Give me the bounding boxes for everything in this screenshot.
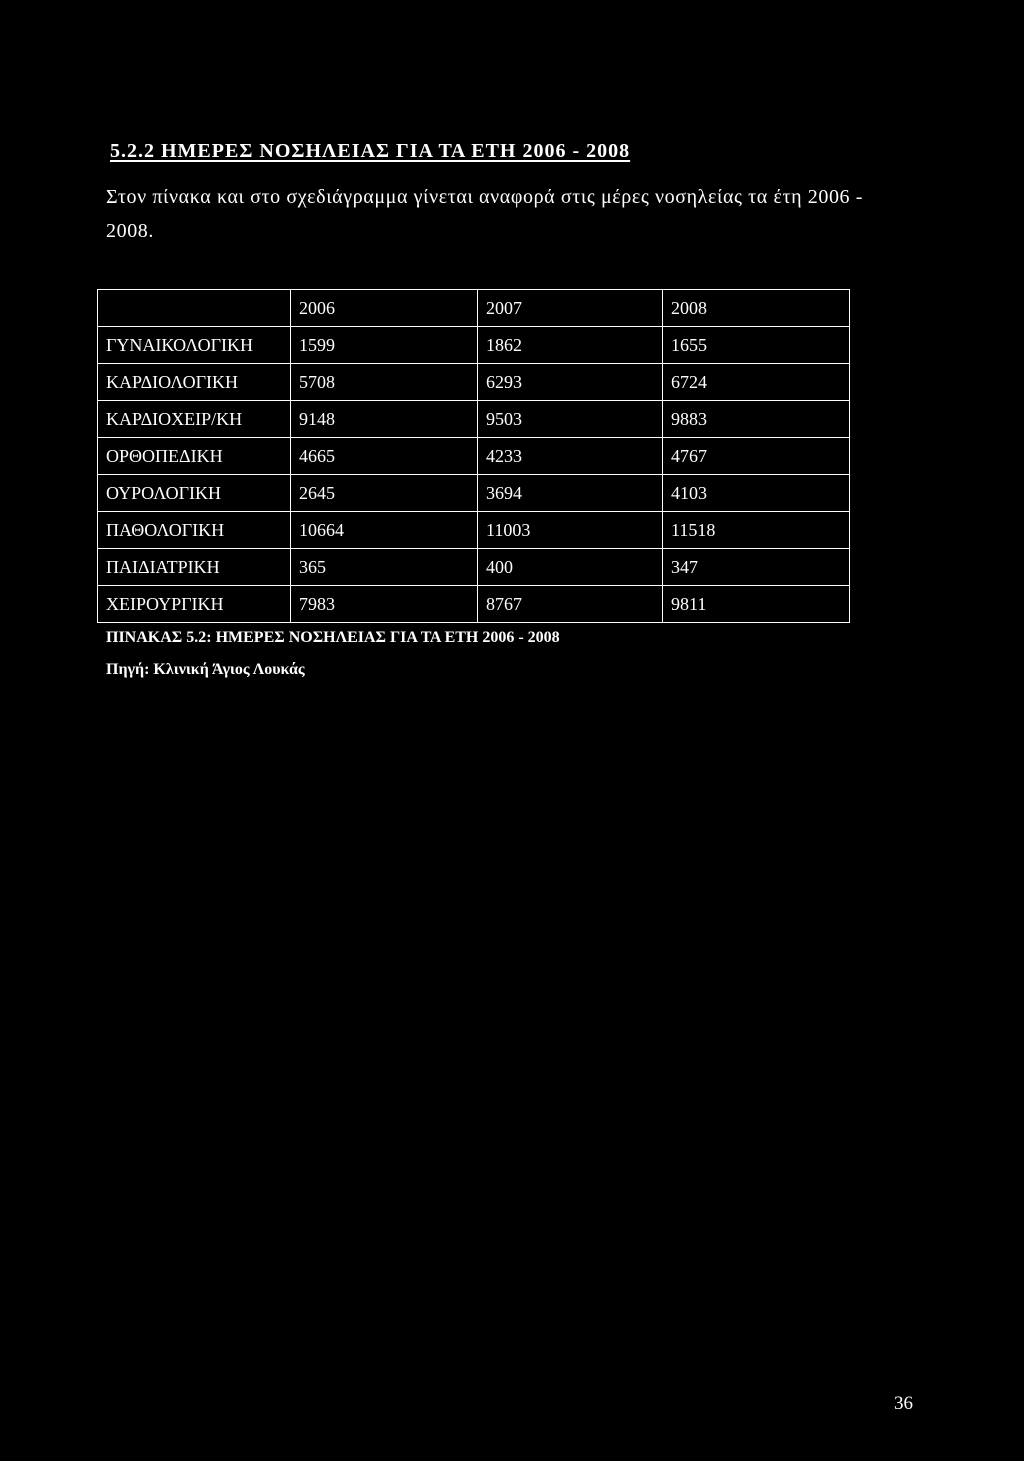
cell-value-2006: 9148 [291,401,478,438]
cell-department: ΟΡΘΟΠΕΔΙΚΗ [98,438,291,475]
intro-paragraph: Στον πίνακα και στο σχεδιάγραμμα γίνεται αναφορά στις μέρες νοσηλείας τα έτη 2006 - 2008. [106,186,864,242]
cell-value-2008: 347 [663,549,850,586]
table-row [98,549,850,586]
cell-value-2006: 4665 [291,438,478,475]
cell-value-2008: 4103 [663,475,850,512]
table-body [98,327,850,623]
cell-value-2007: 8767 [478,586,663,623]
cell-value-2006: 5708 [291,364,478,401]
header-cell-empty [98,290,291,327]
cell-value-2006: 1599 [291,327,478,364]
table-row [98,512,850,549]
cell-value-2008: 1655 [663,327,850,364]
table-row [98,364,850,401]
table-row [98,438,850,475]
cell-value-2007: 6293 [478,364,663,401]
cell-value-2008: 9883 [663,401,850,438]
cell-department: ΧΕΙΡΟΥΡΓΙΚΗ [98,586,291,623]
cell-value-2007: 400 [478,549,663,586]
cell-department: ΚΑΡΔΙΟΧΕΙΡ/ΚΗ [98,401,291,438]
cell-value-2008: 6724 [663,364,850,401]
header-cell-2008: 2008 [663,290,850,327]
table-row [98,401,850,438]
hospital-days-table [97,289,850,623]
cell-value-2007: 4233 [478,438,663,475]
page-number: 36 [894,1393,913,1414]
table-row [98,586,850,623]
cell-value-2007: 3694 [478,475,663,512]
section-heading: 5.2.2 ΗΜΕΡΕΣ ΝΟΣΗΛΕΙΑΣ ΓΙΑ ΤΑ ΕΤΗ 2006 - 2008 [110,140,631,162]
table-row [98,327,850,364]
table-row [98,475,850,512]
cell-department: ΠΑΘΟΛΟΓΙΚΗ [98,512,291,549]
cell-department: ΠΑΙΔΙΑΤΡΙΚΗ [98,549,291,586]
cell-value-2008: 9811 [663,586,850,623]
cell-value-2006: 10664 [291,512,478,549]
cell-department: ΟΥΡΟΛΟΓΙΚΗ [98,475,291,512]
header-cell-2006: 2006 [291,290,478,327]
cell-value-2006: 365 [291,549,478,586]
cell-department: ΚΑΡΔΙΟΛΟΓΙΚΗ [98,364,291,401]
cell-value-2006: 2645 [291,475,478,512]
cell-value-2007: 11003 [478,512,663,549]
cell-department: ΓΥΝΑΙΚΟΛΟΓΙΚΗ [98,327,291,364]
table-caption: ΠΙΝΑΚΑΣ 5.2: ΗΜΕΡΕΣ ΝΟΣΗΛΕΙΑΣ ΓΙΑ ΤΑ ΕΤΗ 2006 - 2008 [106,629,560,646]
table-header-row [98,290,850,327]
cell-value-2008: 11518 [663,512,850,549]
cell-value-2007: 1862 [478,327,663,364]
cell-value-2006: 7983 [291,586,478,623]
cell-value-2007: 9503 [478,401,663,438]
source-note: Πηγή: Κλινική Άγιος Λουκάς [106,661,305,678]
cell-value-2008: 4767 [663,438,850,475]
header-cell-2007: 2007 [478,290,663,327]
